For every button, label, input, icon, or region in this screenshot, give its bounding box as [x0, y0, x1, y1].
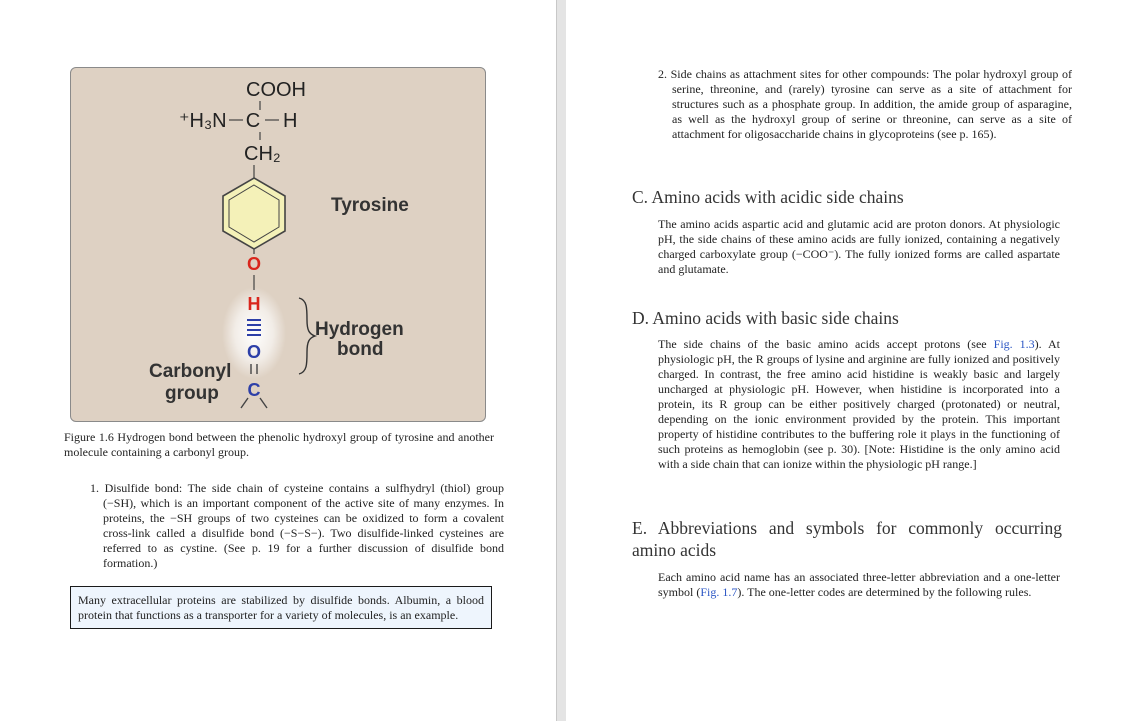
heading-acidic: C. Amino acids with acidic side chains	[632, 187, 904, 207]
page-gutter-left	[556, 0, 557, 721]
alpha-carbon: C	[245, 110, 261, 132]
left-page	[0, 0, 556, 721]
figure-tyrosine-hydrogen-bond	[70, 67, 486, 422]
right-page	[566, 0, 1131, 721]
amine-label: ⁺H₃N	[179, 110, 227, 132]
carbonyl-label-2: group	[165, 383, 219, 404]
tyrosine-label: Tyrosine	[331, 195, 409, 216]
para-abbrev-text-1: Each amino acid name has an associated three-letter abbreviation and a one-letter symbol (	[658, 570, 1060, 599]
fig-1-3-link[interactable]: Fig. 1.3	[993, 337, 1035, 351]
para-abbrev-text-2: ). The one-letter codes are determined by the following rules.	[737, 585, 1032, 599]
benzene-ring	[223, 178, 285, 249]
figure-caption: Figure 1.6 Hydrogen bond between the phenolic hydroxyl group of tyrosine and another molecule containing a carbonyl group.	[64, 430, 494, 459]
heading-basic: D. Amino acids with basic side chains	[632, 308, 899, 328]
phenolic-oxygen: O	[246, 254, 262, 274]
para-acidic: The amino acids aspartic acid and glutamic acid are proton donors. At physiologic pH, the side chains of these amino acids are fully ionized, containing a negatively charged carboxylate group (−COO⁻). The fully ionized forms are called aspartate and glutamate.	[658, 217, 1060, 276]
phenolic-hydrogen: H	[247, 294, 261, 314]
carbonyl-oxygen: O	[246, 342, 262, 362]
carbonyl-label-1: Carbonyl	[149, 361, 232, 382]
para-abbreviations	[658, 570, 1060, 600]
note-callout: Many extracellular proteins are stabilized by disulfide bonds. Albumin, a blood protein that functions as a transporter for a variety of molecules, is an example.	[70, 586, 492, 629]
heading-abbreviations: E. Abbreviations and symbols for commonly occurring amino acids	[632, 518, 1062, 560]
figure-diagram	[71, 68, 485, 421]
para-basic-text-2: ). At physiologic pH, the R groups of lysine and arginine are fully ionized and positively charged. In contrast, the free amino acid histidine is weakly basic and largely uncharged at physiologic pH. However, when histidine is incorporated into a protein, its R group can be either positively charged (protonated) or neutral, depending on the ionic environment provided by the protein. This important property of histidine contributes to the buffering role it plays in the functioning of such proteins as hemoglobin (see p. 30). [Note: Histidine is the only amino acid with a side chain that can ionize within the physiologic pH range.]	[658, 337, 1060, 471]
carbonyl-bond-left	[241, 398, 248, 408]
h-label: H	[283, 110, 298, 132]
para-basic	[658, 337, 1060, 472]
carbonyl-bond-right	[260, 398, 267, 408]
fig-1-7-link[interactable]: Fig. 1.7	[700, 585, 738, 599]
ch2-label: CH₂	[244, 143, 281, 165]
item-attachment-sites: 2. Side chains as attachment sites for other compounds: The polar hydroxyl group of serine, threonine, and (rarely) tyrosine can serve as a site of attachment for structures such as a phosphate group. In addition, the amide group of asparagine, as well as the hydroxyl group of serine or threonine, can serve as a site of attachment for oligosaccharide chains in glycoproteins (see p. 165).	[658, 67, 1072, 141]
carbonyl-carbon: C	[247, 380, 261, 400]
para-basic-text-1: The side chains of the basic amino acids accept protons (see	[658, 337, 994, 351]
hbond-brace	[299, 298, 315, 374]
cooh-label: COOH	[246, 79, 306, 101]
hbond-label-1: Hydrogen	[315, 319, 404, 340]
hbond-label-2: bond	[337, 339, 384, 360]
item-disulfide-bond: 1. Disulfide bond: The side chain of cysteine contains a sulfhydryl (thiol) group (−SH), which is an important component of the active site of many enzymes. In proteins, the −SH groups of two cysteines can be oxidized to form a covalent cross-link called a disulfide bond (−S−S−). Two disulfide-linked cysteines are referred to as cystine. (See p. 19 for a further discussion of disulfide bond formation.)	[90, 481, 504, 570]
